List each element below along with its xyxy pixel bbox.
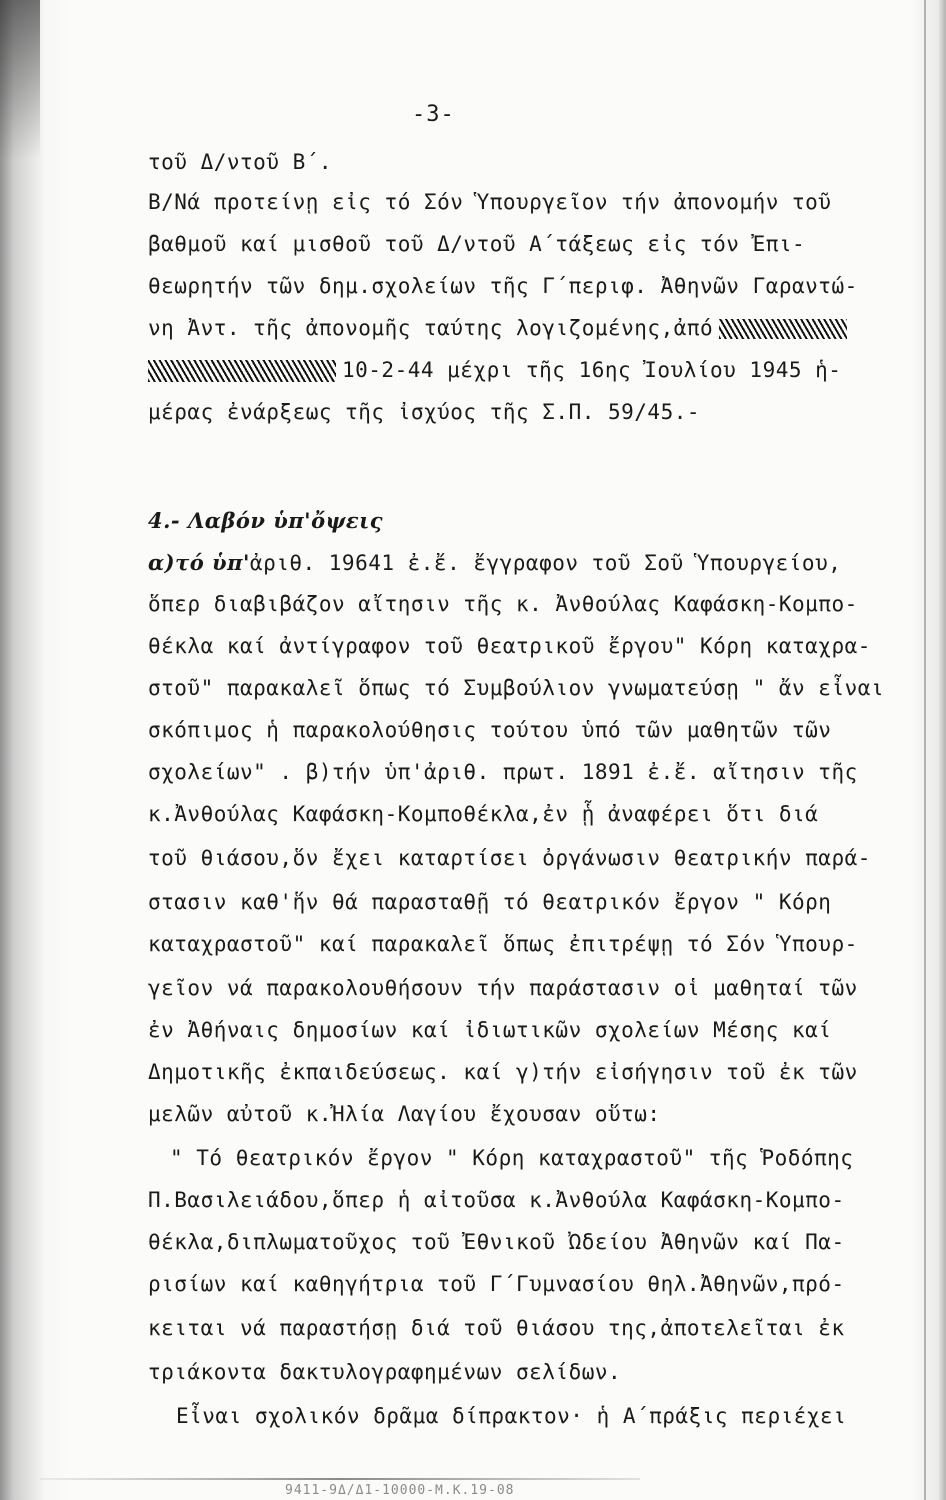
quote-line: Π.Βασιλειάδου,ὅπερ ἡ αἰτοῦσα κ.Ἀνθούλα Καφάσκη-Κομπο- — [148, 1188, 845, 1212]
text-line: βαθμοῦ καί μισθοῦ τοῦ Δ/ντοῦ Α΄τάξεως εἰς τόν Ἐπι- — [148, 232, 806, 256]
quote-line: ρισίων καί καθηγήτρια τοῦ Γ΄Γυμνασίου θηλ.Ἀθηνῶν,πρό- — [148, 1272, 845, 1296]
strikeout-scribble — [148, 360, 336, 382]
text-fragment: νη Ἀντ. τῆς ἀπονομῆς ταύτης λογιζομένης,ἀπό — [148, 316, 714, 340]
page-edge-line — [924, 0, 926, 1500]
scan-shadow-corner — [0, 0, 40, 160]
text-line-with-strikeout — [148, 316, 847, 340]
text-fragment: 10-2-44 μέχρι τῆς 16ης Ἰουλίου 1945 ἡ- — [342, 358, 842, 382]
quote-line: Εἶναι σχολικόν δρᾶμα δίπρακτον· ἡ Α΄πράξις περιέχει — [176, 1404, 847, 1428]
footer-print-stamp: 9411-9Δ/Δ1-10000-Μ.Κ.19-08 — [285, 1483, 515, 1498]
text-line: στασιν καθ'ἥν θά παρασταθῇ τό θεατρικόν ἔργον " Κόρη — [148, 890, 832, 914]
text-line: Δημοτικῆς ἐκπαιδεύσεως. καί γ)τήν εἰσήγησιν τοῦ ἐκ τῶν — [148, 1060, 858, 1084]
text-line: θέκλα καί ἀντίγραφον τοῦ θεατρικοῦ ἔργου" Κόρη καταχρα- — [148, 634, 871, 658]
text-line: μελῶν αὐτοῦ κ.Ἠλία Λαγίου ἔχουσαν οὕτω: — [148, 1102, 661, 1126]
text-line: σχολείων" . β)τήν ὑπ'ἀριθ. πρωτ. 1891 ἐ.ἔ. αἴτησιν τῆς — [148, 760, 858, 784]
scan-shadow-right — [910, 0, 946, 1500]
item-lead: α)τό ὑπ' — [148, 550, 250, 575]
text-line: καταχραστοῦ" καί παρακαλεῖ ὅπως ἐπιτρέψῃ τό Σόν Ὑπουρ- — [148, 932, 858, 956]
text-line: θεωρητήν τῶν δημ.σχολείων τῆς Γ΄περιφ. Ἀθηνῶν Γαραντώ- — [148, 274, 858, 298]
text-line: στοῦ" παρακαλεῖ ὅπως τό Συμβούλιον γνωματεύσῃ " ἄν εἶναι — [148, 676, 885, 700]
quote-line: τριάκοντα δακτυλογραφημένων σελίδων. — [148, 1360, 622, 1384]
text-line: γεῖον νά παρακολουθήσουν τήν παράστασιν οἱ μαθηταί τῶν — [148, 976, 858, 1000]
text-line: τοῦ Δ/ντοῦ Β΄. — [148, 150, 333, 174]
text-line: τοῦ θιάσου,ὅν ἔχει καταρτίσει ὀργάνωσιν θεατρικήν παρά- — [148, 846, 871, 870]
scan-shadow-left — [0, 0, 70, 1500]
section-heading: 4.- Λαβόν ὑπ'ὄψεις — [148, 508, 384, 533]
quote-line: " Τό θεατρικόν ἔργον " Κόρη καταχραστοῦ" τῆς Ῥοδόπης — [170, 1146, 854, 1170]
text-line: Β/Νά προτείνῃ εἰς τό Σόν Ὑπουργεῖον τήν ἀπονομήν τοῦ — [148, 190, 832, 214]
text-line: ὅπερ διαβιβάζον αἴτησιν τῆς κ. Ἀνθούλας Καφάσκη-Κομπο- — [148, 592, 858, 616]
strikeout-scribble — [719, 319, 847, 339]
text-line: μέρας ἐνάρξεως τῆς ἰσχύος τῆς Σ.Π. 59/45.- — [148, 400, 701, 424]
page-number: -3- — [412, 102, 455, 127]
text-line-with-strikeout — [148, 358, 841, 382]
text-line — [148, 550, 841, 575]
quote-line: θέκλα,διπλωματοῦχος τοῦ Ἐθνικοῦ Ὠδείου Ἀθηνῶν καί Πα- — [148, 1230, 845, 1254]
quote-line: κειται νά παραστήσῃ διά τοῦ θιάσου της,ἀποτελεῖται ἐκ — [148, 1316, 845, 1340]
page-bottom-rule — [40, 1478, 640, 1480]
text-fragment: ἀριθ. 19641 ἐ.ἔ. ἔγγραφον τοῦ Σοῦ Ὑπουργείου, — [249, 551, 842, 575]
text-line: ἐν Ἀθήναις δημοσίων καί ἰδιωτικῶν σχολείων Μέσης καί — [148, 1018, 832, 1042]
text-line: σκόπιμος ἡ παρακολούθησις τούτου ὑπό τῶν μαθητῶν τῶν — [148, 718, 832, 742]
text-line: κ.Ἀνθούλας Καφάσκη-Κομποθέκλα,ἐν ᾗ ἀναφέρει ὅτι διά — [148, 802, 819, 826]
